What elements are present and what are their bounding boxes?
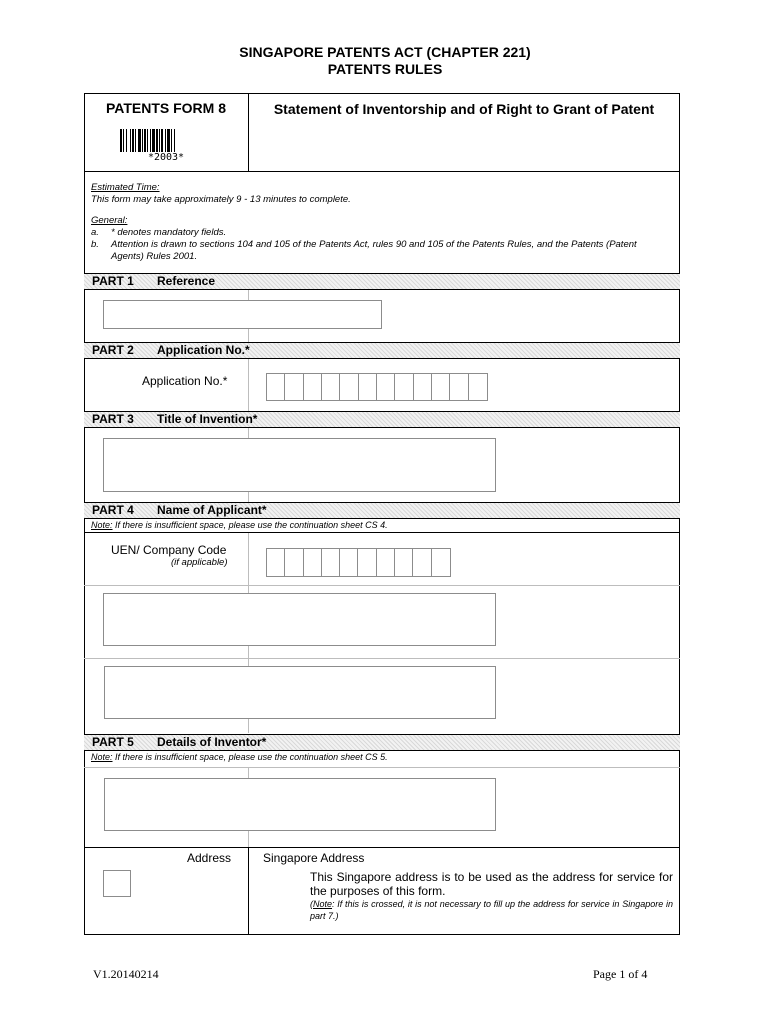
part5-note [84,751,680,765]
character-cell[interactable] [340,374,358,400]
estimated-time-heading [91,182,160,194]
character-cell[interactable] [414,374,432,400]
character-cell[interactable] [322,374,340,400]
part4-title: Name of Applicant* [157,503,267,517]
character-cell[interactable] [285,549,303,576]
character-cell[interactable] [358,549,376,576]
barcode-bar [175,129,177,152]
estimated-time-text: This form may take approximately 9 - 13 minutes to complete. [91,194,351,205]
part2-header [84,342,680,359]
part1-header [84,273,680,290]
part4-note-label: Note: [91,520,113,530]
applicant-name-input[interactable] [103,593,496,646]
singapore-address-note-label: Note [313,899,333,909]
form-title: Statement of Inventorship and of Right to Grant of Patent [273,101,655,117]
character-cell[interactable] [377,549,395,576]
character-cell[interactable] [377,374,395,400]
general-item-b-marker: b. [91,239,99,250]
part5-note-text: If there is insufficient space, please use the continuation sheet CS 5. [112,752,388,762]
divider [84,585,680,586]
uen-sublabel: (if applicable) [171,557,228,568]
title-divider [248,93,249,172]
general-item-b-text: Attention is drawn to sections 104 and 105 of the Patents Act, rules 90 and 105 of the Patents Rules, and the Patents (Patent Agents) Rules 2001. [111,239,637,262]
character-cell[interactable] [395,549,413,576]
part5-header [84,734,680,751]
character-cell[interactable] [304,374,322,400]
footer-version: V1.20140214 [93,967,159,981]
part5-number: PART 5 [92,735,134,749]
uen-input[interactable] [266,548,451,577]
barcode-image [120,129,212,152]
character-cell[interactable] [340,549,358,576]
general-item-a-marker: a. [91,227,99,238]
general-heading [91,215,127,227]
singapore-address-label: Singapore Address [263,851,365,865]
character-cell[interactable] [267,374,285,400]
reference-input[interactable] [103,300,382,329]
divider [84,847,680,848]
address-divider [248,847,249,935]
character-cell[interactable] [450,374,468,400]
divider [84,767,680,768]
character-cell[interactable] [322,549,340,576]
singapore-address-note: (Note: If this is crossed, it is not necessary to fill up the address for service in Singapore in part 7.) [310,899,673,921]
document-header-line2: PATENTS RULES [327,61,443,77]
application-no-label: Application No.* [142,374,228,388]
applicant-address-input[interactable] [104,666,496,719]
character-cell[interactable] [432,374,450,400]
barcode-text: *2003* [147,152,185,163]
uen-label: UEN/ Company Code [111,543,227,557]
divider [84,171,680,172]
estimated-time-heading-text: Estimated Time: [91,182,160,193]
part1-number: PART 1 [92,274,134,288]
character-cell[interactable] [267,549,285,576]
character-cell[interactable] [469,374,487,400]
character-cell[interactable] [395,374,413,400]
part4-number: PART 4 [92,503,134,517]
part5-note-label: Note: [91,752,113,762]
part3-number: PART 3 [92,412,134,426]
inventor-name-input[interactable] [104,778,496,831]
title-of-invention-input[interactable] [103,438,496,492]
character-cell[interactable] [304,549,322,576]
singapore-address-checkbox[interactable] [103,870,131,897]
form-name: PATENTS FORM 8 [105,100,227,116]
document-header-line1: SINGAPORE PATENTS ACT (CHAPTER 221) [239,44,531,60]
part5-title: Details of Inventor* [157,735,267,749]
footer-page-number: Page 1 of 4 [593,967,648,981]
part4-note [84,519,680,533]
part2-title: Application No.* [157,343,250,357]
application-no-input[interactable] [266,373,488,401]
address-label: Address [187,851,232,865]
part3-title: Title of Invention* [157,412,258,426]
divider [248,359,249,411]
character-cell[interactable] [432,549,450,576]
divider [84,658,680,659]
character-cell[interactable] [285,374,303,400]
part2-number: PART 2 [92,343,134,357]
singapore-address-note-text: : If this is crossed, it is not necessary to fill up the address for service in Singapore in part 7.) [310,899,673,921]
part3-header [84,411,680,428]
character-cell[interactable] [413,549,431,576]
general-item-a-text: * denotes mandatory fields. [111,227,227,238]
part1-title: Reference [157,274,216,288]
general-heading-text: General: [91,215,128,226]
singapore-address-text: This Singapore address is to be used as the address for service for the purposes of this form. [310,870,673,898]
part4-header [84,502,680,519]
part4-note-text: If there is insufficient space, please use the continuation sheet CS 4. [112,520,388,530]
character-cell[interactable] [359,374,377,400]
